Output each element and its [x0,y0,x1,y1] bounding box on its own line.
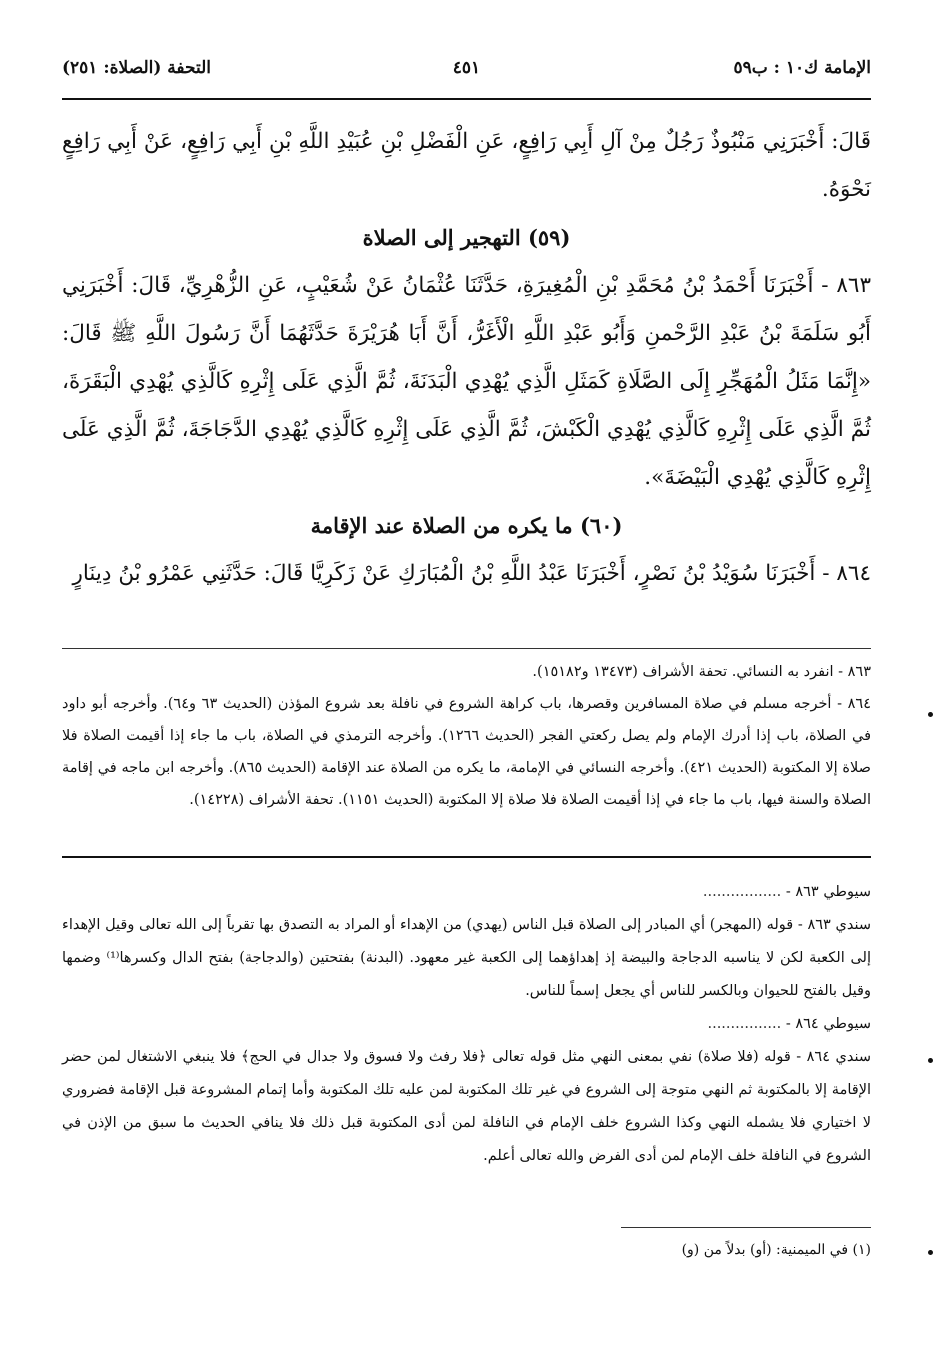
commentary-divider [62,856,871,858]
takhrij-footnotes [62,656,871,816]
endnote-divider [621,1227,871,1228]
chapter-title-59: (٥٩) التهجير إلى الصلاة [362,225,571,250]
hadith-863: ٨٦٣ - أَخْبَرَنَا أَحْمَدُ بْنُ مُحَمَّدِ بْنِ الْمُغِيرَةِ، حَدَّثَنَا عُثْمَانُ عَنْ شُعَيْبٍ، عَنِ الزُّهْرِيِّ، قَالَ: أَخْبَرَنِي أَبُو سَلَمَةَ بْنُ عَبْدِ الرَّحْمنِ وَأَبُو عَبْدِ اللَّهِ الْأَغَرُّ، أَنَّ أَبَا هُرَيْرَةَ حَدَّثَهُمَا أَنَّ رَسُولَ اللَّهِ ﷺ قَالَ: «إِنَّمَا مَثَلُ الْمُهَجِّرِ إِلَى الصَّلَاةِ كَمَثَلِ الَّذِي يُهْدِي الْبَدَنَةَ، ثُمَّ الَّذِي عَلَى إِثْرِهِ كَالَّذِي يُهْدِي الْبَقَرَةَ، ثُمَّ الَّذِي عَلَى إِثْرِهِ كَالَّذِي يُهْدِي الْكَبْشَ، ثُمَّ الَّذِي عَلَى إِثْرِهِ كَالَّذِي يُهْدِي الدَّجَاجَةَ، ثُمَّ الَّذِي عَلَى إِثْرِهِ كَالَّذِي يُهْدِي الْبَيْضَةَ». [62,273,871,490]
running-header [62,52,871,92]
suyuti-864-label: سيوطي ٨٦٤ - [785,1016,871,1032]
suyuti-863-label: سيوطي ٨٦٣ - [785,884,871,900]
margin-mark [928,1250,933,1255]
suyuti-863-dots: ................. [702,884,782,900]
page-number: ٤٥١ [452,58,481,78]
suyuti-864-dots: ................ [707,1016,782,1032]
header-chapter-ref: الإمامة ك١٠ : ب٥٩ [733,58,871,78]
hadith-continuation: قَالَ: أَخْبَرَنِي مَنْبُوذٌ رَجُلٌ مِنْ آلِ أَبِي رَافِعٍ، عَنِ الْفَضْلِ بْنِ عُبَيْدِ اللَّهِ بْنِ أَبِي رَافِعٍ، عَنْ أَبِي رَافِعٍ نَحْوَهُ. [62,129,871,202]
sindi-863: سندي ٨٦٣ - قوله (المهجر) أي المبادر إلى الصلاة قبل الناس (يهدي) من الإهداء أو المراد به التصدق بها تقرباً إلى الله تعالى وقيل الإهداء إلى الكعبة لكن لا يناسبه الدجاجة والبيضة إذ إهداؤهما إلى الكعبة غير معهود. (البدنة) بفتحتين (والدجاجة) بفتح الدال وكسرها⁽¹⁾ وضمها وقيل بالفتح للحيوان وبالكسر للناس أي يجعل إسماً للناس. [62,917,871,999]
suyuti-863 [62,876,871,909]
sindi-864: سندي ٨٦٤ - قوله (فلا صلاة) نفي بمعنى النهي مثل قوله تعالى ﴿فلا رفث ولا فسوق ولا جدال في الحج﴾ فلا ينبغي الاشتغال لمن حضر الإقامة إلا بالمكتوبة ثم النهي متوجة إلى الشروع في غير تلك المكتوبة لمن عليه تلك المكتوبة وأما إتمام المشروعة قبل الإقامة فضروري لا اختياري فلا يشمله النهي وكذا الشروع خلف الإمام في النافلة لمن أدى المكتوبة قبل ذلك فلا ينافي الحديث ما سبق من الإذن في الشروع في النافلة خلف الإمام لمن أدى الفرض والله تعالى أعلم. [62,1049,871,1164]
footnote-864: ٨٦٤ - أخرجه مسلم في صلاة المسافرين وقصرها، باب كراهة الشروع في نافلة بعد شروع المؤذن (الحديث ٦٣ و٦٤). وأخرجه أبو داود في الصلاة، باب إذا أدرك الإمام ولم يصل ركعتي الفجر (الحديث ١٢٦٦). وأخرجه الترمذي في الصلاة، باب ما جاء إذا أقيمت الصلاة فلا صلاة إلا المكتوبة (الحديث ٤٢١). وأخرجه النسائي في الإمامة، ما يكره من الصلاة عند الإقامة (الحديث ٨٦٥). وأخرجه ابن ماجه في إقامة الصلاة والسنة فيها، باب ما جاء في إذا أقيمت الصلاة فلا صلاة إلا المكتوبة (الحديث ١١٥١). تحفة الأشراف (١٤٢٢٨). [62,696,872,808]
margin-mark [928,1058,933,1063]
commentary-section [62,876,871,1173]
chapter-title-60: (٦٠) ما يكره من الصلاة عند الإقامة [310,513,623,538]
footnote-863: ٨٦٣ - انفرد به النسائي. تحفة الأشراف (١٣٤٧٣ و١٥١٨٢). [532,664,871,680]
main-text [62,118,871,598]
margin-mark [928,712,933,717]
header-divider [62,98,871,100]
suyuti-864 [62,1008,871,1041]
hadith-864: ٨٦٤ - أَخْبَرَنَا سُوَيْدُ بْنُ نَصْرٍ، أَخْبَرَنَا عَبْدُ اللَّهِ بْنُ الْمُبَارَكِ عَنْ زَكَرِيَّا قَالَ: حَدَّثَنِي عَمْرُو بْنُ دِينَارٍ [72,561,871,586]
endnote: (١) في الميمنية: (أو) بدلاً من (و) [681,1242,871,1258]
header-tuhfa-ref: التحفة (الصلاة: ٢٥١) [62,58,212,78]
footnote-divider [62,648,871,649]
